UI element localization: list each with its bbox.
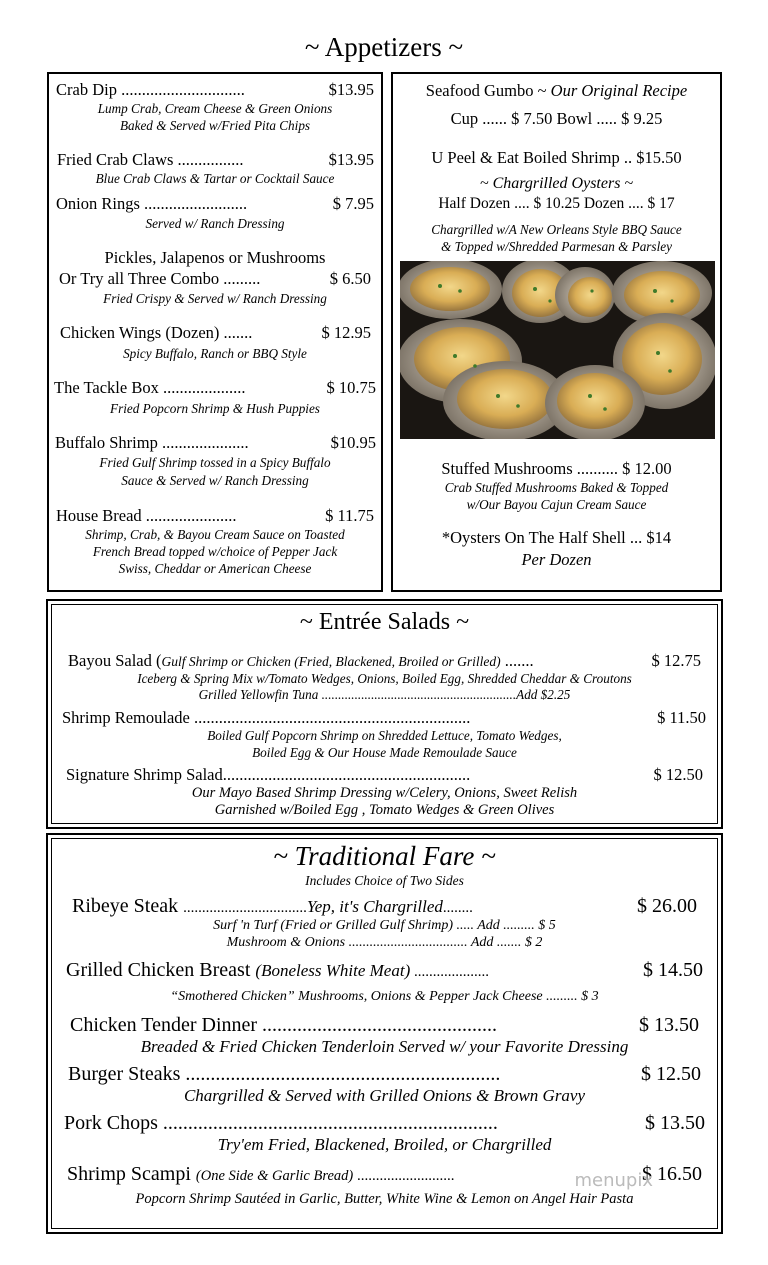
item-desc: Served w/ Ranch Dressing	[145, 216, 285, 231]
item-price: $ 7.95	[332, 194, 374, 213]
item-price: $ 12.50	[641, 1063, 701, 1085]
item-price: $ 13.50	[639, 1014, 699, 1036]
item-desc: Breaded & Fried Chicken Tenderloin Served w/ your Favorite Dressing	[140, 1037, 629, 1056]
oysters-prices: Half Dozen .... $ 10.25 Dozen .... $ 17	[438, 195, 675, 212]
item-dots: ........	[442, 900, 473, 916]
item-price: $ 11.50	[657, 708, 706, 727]
item-desc: Fried Gulf Shrimp tossed in a Spicy Buffalo	[99, 455, 331, 470]
item-name: Buffalo Shrimp .....................	[55, 433, 249, 452]
menu-item-grilled-chicken-breast	[66, 959, 703, 982]
item-price: $ 6.50	[329, 269, 371, 288]
item-name: Shrimp Scampi	[67, 1163, 196, 1185]
item-desc: Fried Crispy & Served w/ Ranch Dressing	[103, 291, 327, 306]
menu-item-burger-steaks	[68, 1063, 701, 1086]
item-name: The Tackle Box ....................	[54, 378, 246, 397]
menu-item-shrimp-remoulade	[62, 708, 706, 728]
item-desc: Boiled Gulf Popcorn Shrimp on Shredded Lettuce, Tomato Wedges,	[207, 728, 562, 743]
item-note: (Boneless White Meat)	[255, 961, 411, 980]
item-name: Burger Steaks ...............................................................	[68, 1063, 501, 1085]
item-desc: Garnished w/Boiled Egg , Tomato Wedges & Green Olives	[214, 802, 555, 818]
item-desc: & Topped w/Shredded Parmesan & Parsley	[441, 239, 672, 254]
item-desc: Swiss, Cheddar or American Cheese	[118, 561, 312, 576]
item-dots: .................................	[183, 900, 307, 916]
item-name: Ribeye Steak	[72, 895, 184, 917]
item-note: Gulf Shrimp or Chicken (Fried, Blackened, Broiled or Grilled)	[161, 654, 501, 669]
item-price: $ 12.75	[651, 651, 701, 670]
watermark: menupix	[574, 1170, 653, 1191]
half-shell-sub: Per Dozen	[521, 550, 592, 569]
item-desc: “Smothered Chicken” Mushrooms, Onions & Pepper Jack Cheese ......... $ 3	[170, 989, 599, 1004]
menu-item-fried-crab-claws	[57, 150, 374, 170]
menu-item-house-bread	[56, 506, 374, 526]
menu-item-pork-chops	[64, 1112, 705, 1135]
menu-item-chicken-tender-dinner	[70, 1014, 699, 1037]
item-price: $ 12.95	[321, 323, 371, 342]
menu-item-combo	[59, 269, 371, 289]
item-desc: Popcorn Shrimp Sautéed in Garlic, Butter, White Wine & Lemon on Angel Hair Pasta	[135, 1191, 634, 1207]
fare-subtitle: Includes Choice of Two Sides	[305, 873, 464, 888]
item-desc: Baked & Served w/Fried Pita Chips	[119, 118, 311, 133]
menu-item-tackle-box	[54, 378, 376, 398]
item-name: Pork Chops ...................................................................	[64, 1112, 498, 1134]
item-desc: Spicy Buffalo, Ranch or BBQ Style	[123, 346, 307, 361]
item-price: $ 13.50	[645, 1112, 705, 1134]
item-name: Chicken Wings (Dozen) .......	[60, 323, 253, 342]
menu-item-boiled-shrimp: U Peel & Eat Boiled Shrimp .. $15.50	[431, 148, 682, 167]
appetizers-title: ~ Appetizers ~	[304, 32, 464, 62]
item-note: (One Side & Garlic Bread)	[195, 1168, 354, 1184]
item-desc: Fried Popcorn Shrimp & Hush Puppies	[110, 401, 320, 416]
item-desc: Surf 'n Turf (Fried or Grilled Gulf Shrimp) ..... Add ......... $ 5	[213, 918, 556, 933]
chargrilled-oysters-photo	[400, 261, 715, 439]
item-name: Onion Rings .........................	[56, 194, 248, 213]
item-name: House Bread ......................	[56, 506, 237, 525]
appetizers-left-box	[47, 72, 383, 592]
item-desc: w/Our Bayou Cajun Cream Sauce	[466, 497, 647, 512]
item-desc: Lump Crab, Cream Cheese & Green Onions	[97, 101, 333, 116]
menu-item-ribeye-steak	[72, 895, 697, 918]
item-note: Yep, it's Chargrilled	[306, 897, 443, 916]
item-price: $10.95	[330, 433, 376, 452]
menu-item-seafood-gumbo	[393, 81, 720, 101]
menu-item-signature-shrimp-salad	[66, 765, 703, 785]
item-price: $ 16.50	[642, 1163, 702, 1185]
item-name: Or Try all Three Combo .........	[59, 269, 261, 288]
item-desc: Shrimp, Crab, & Bayou Cream Sauce on Toasted	[85, 527, 345, 542]
item-desc: Grilled Yellowfin Tuna ...........................................................Add $2.25	[198, 687, 571, 702]
item-name: Crab Dip ..............................	[56, 80, 245, 99]
entree-salads-box	[46, 599, 723, 829]
item-price: $ 14.50	[643, 959, 703, 981]
item-desc: Chargrilled w/A New Orleans Style BBQ Sauce	[431, 222, 682, 237]
item-desc: Blue Crab Claws & Tartar or Cocktail Sauce	[95, 171, 335, 186]
menu-item-buffalo-shrimp	[55, 433, 376, 453]
item-desc: Sauce & Served w/ Ranch Dressing	[121, 473, 309, 488]
item-name: Seafood Gumbo ~	[425, 81, 551, 100]
menu-item-bayou-salad	[68, 651, 701, 671]
item-name: Chicken Tender Dinner ...............................................	[70, 1014, 498, 1036]
chargrilled-oysters-title: ~ Chargrilled Oysters ~	[479, 175, 634, 192]
item-desc: Our Mayo Based Shrimp Dressing w/Celery, Onions, Sweet Relish	[191, 785, 578, 801]
item-price: $ 11.75	[325, 506, 374, 525]
menu-item-oysters-half-shell: *Oysters On The Half Shell ... $14	[441, 528, 672, 547]
item-note: Our Original Recipe	[550, 81, 688, 100]
item-desc: Chargrilled & Served with Grilled Onions & Brown Gravy	[183, 1086, 586, 1105]
item-desc: Iceberg & Spring Mix w/Tomato Wedges, Onions, Boiled Egg, Shredded Cheddar & Croutons	[137, 671, 632, 686]
item-price: $13.95	[328, 150, 374, 169]
menu-item-stuffed-mushrooms: Stuffed Mushrooms .......... $ 12.00	[441, 459, 672, 478]
item-name: Bayou Salad (	[68, 651, 162, 670]
menu-item-pickles-line1: Pickles, Jalapenos or Mushrooms	[104, 248, 326, 267]
item-price: $ 12.50	[653, 765, 703, 784]
item-desc: Mushroom & Onions .................................. Add ....... $ 2	[226, 935, 543, 950]
item-desc: Try'em Fried, Blackened, Broiled, or Chargrilled	[217, 1135, 552, 1154]
item-price: $13.95	[328, 80, 374, 99]
item-dots: ..........................	[353, 1168, 455, 1184]
item-dots: ....................	[410, 964, 489, 980]
menu-item-crab-dip	[56, 80, 374, 100]
fare-title: ~ Traditional Fare ~	[273, 841, 496, 871]
item-price: $ 10.75	[326, 378, 376, 397]
item-desc: Boiled Egg & Our House Made Remoulade Sauce	[252, 745, 517, 760]
menu-item-chicken-wings	[60, 323, 371, 343]
item-desc: French Bread topped w/choice of Pepper Jack	[92, 544, 338, 559]
gumbo-prices: Cup ...... $ 7.50 Bowl ..... $ 9.25	[450, 109, 663, 128]
menu-item-onion-rings	[56, 194, 374, 214]
item-name: Shrimp Remoulade ...................................................................	[62, 708, 471, 727]
item-desc: Crab Stuffed Mushrooms Baked & Topped	[444, 480, 669, 495]
item-dots: .......	[500, 651, 534, 670]
item-name: Signature Shrimp Salad............................................................	[66, 765, 471, 784]
item-name: Fried Crab Claws ................	[57, 150, 244, 169]
item-price: $ 26.00	[637, 895, 697, 917]
item-name: Grilled Chicken Breast	[66, 959, 256, 981]
salads-title: ~ Entrée Salads ~	[299, 609, 470, 635]
